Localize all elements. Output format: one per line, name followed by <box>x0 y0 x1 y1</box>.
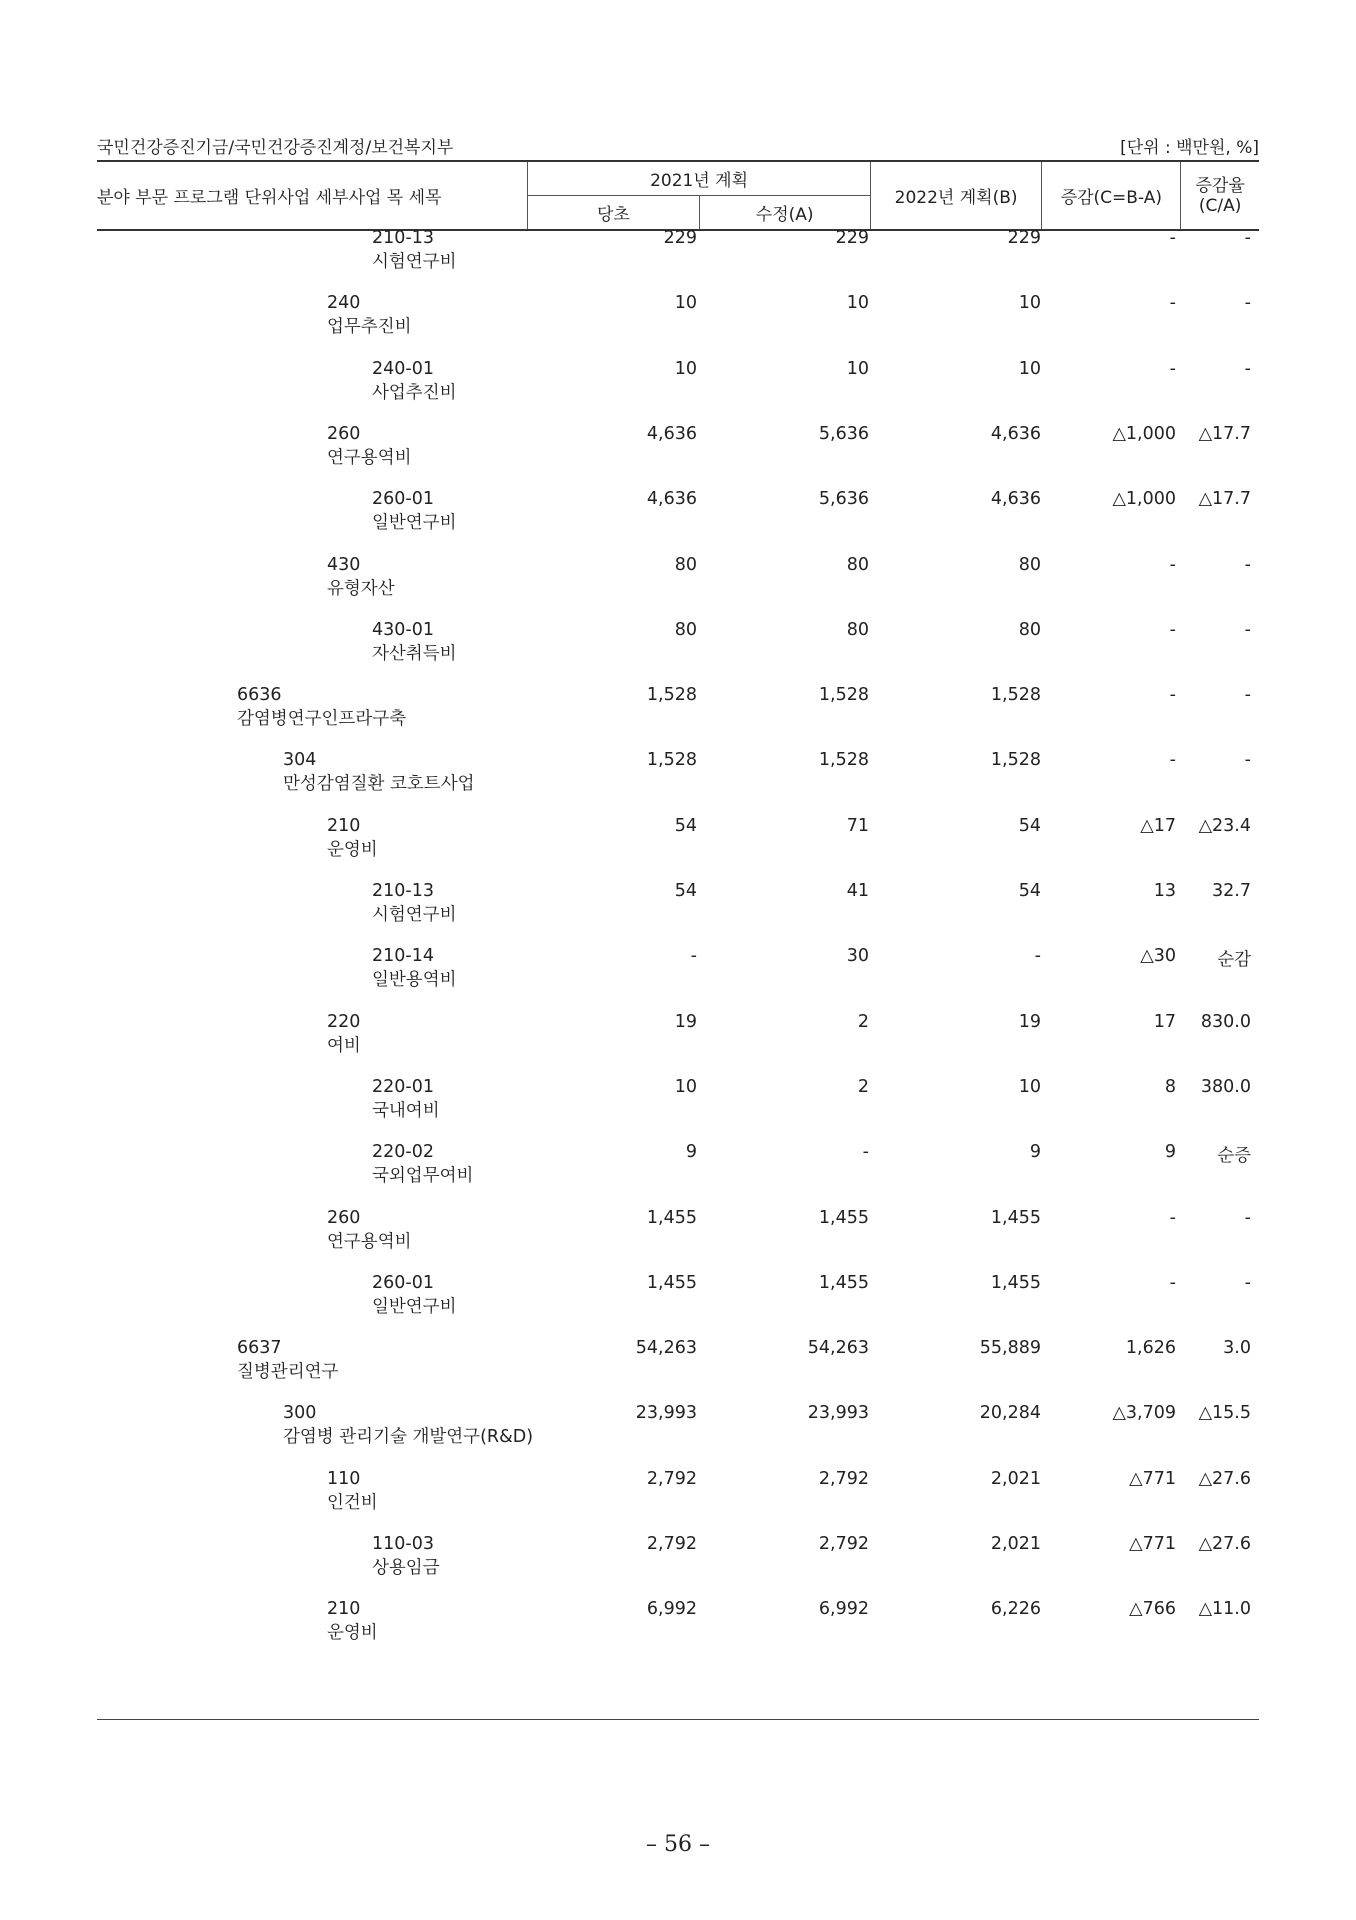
table-row <box>97 359 1259 424</box>
rate-value: 830.0 <box>1200 1011 1251 1032</box>
item-name: 일반연구비 <box>372 513 457 534</box>
revised-value: 10 <box>846 293 869 314</box>
initial-value: 1,455 <box>646 1272 697 1293</box>
diff-value: - <box>1169 1207 1176 1228</box>
table-header <box>97 160 1259 231</box>
item-name: 국외업무여비 <box>372 1166 474 1187</box>
plan2022-value: 2,021 <box>990 1468 1041 1489</box>
item-code: 6636 <box>237 685 282 706</box>
table-row <box>97 750 1259 815</box>
initial-value: 10 <box>674 1076 697 1097</box>
table-row <box>97 424 1259 489</box>
plan2022-value: - <box>1034 946 1041 967</box>
item-name: 감염병연구인프라구축 <box>237 709 407 730</box>
table-row <box>97 1142 1259 1207</box>
item-code: 210-13 <box>372 881 434 901</box>
rate-value: - <box>1244 554 1251 575</box>
item-name: 질병관리연구 <box>237 1362 339 1383</box>
item-code: 304 <box>283 750 317 771</box>
plan2022-value: 54 <box>1018 815 1041 836</box>
plan2022-value: 4,636 <box>990 423 1041 444</box>
item-code: 430 <box>327 554 361 575</box>
page-number: – 56 – <box>646 1832 710 1857</box>
revised-value: 229 <box>835 228 869 248</box>
plan2022-value: 1,528 <box>990 750 1041 771</box>
table-caption <box>97 133 1259 158</box>
initial-value: 10 <box>674 293 697 314</box>
revised-value: 5,636 <box>818 489 869 510</box>
table-row <box>97 1273 1259 1338</box>
table-row <box>97 228 1259 293</box>
revised-value: 1,455 <box>818 1272 869 1293</box>
initial-value: 1,455 <box>646 1207 697 1228</box>
initial-value: 1,528 <box>646 685 697 706</box>
item-name: 감염병 관리기술 개발연구(R&D) <box>283 1427 534 1448</box>
diff-value: △771 <box>1129 1468 1176 1489</box>
diff-value: △1,000 <box>1112 423 1176 444</box>
table-row <box>97 555 1259 620</box>
initial-value: 54 <box>674 881 697 901</box>
item-name: 자산취득비 <box>372 643 457 664</box>
diff-value: △3,709 <box>1112 1403 1176 1424</box>
revised-value: 2,792 <box>818 1534 869 1554</box>
diff-value: - <box>1169 750 1176 771</box>
plan2022-value: 20,284 <box>979 1403 1041 1424</box>
item-name: 운영비 <box>327 1623 378 1644</box>
diff-value: - <box>1169 554 1176 575</box>
table-row <box>97 1403 1259 1468</box>
item-code: 6637 <box>237 1338 282 1359</box>
diff-value: - <box>1169 228 1176 248</box>
plan2022-value: 229 <box>1007 228 1041 248</box>
initial-value: 229 <box>663 228 697 248</box>
revised-value: 80 <box>846 554 869 575</box>
rate-value: - <box>1244 293 1251 314</box>
plan2022-value: 80 <box>1018 554 1041 575</box>
rate-value: △27.6 <box>1198 1468 1251 1489</box>
revised-value: 41 <box>846 881 869 901</box>
revised-value: 71 <box>846 815 869 836</box>
rate-value: - <box>1244 228 1251 248</box>
diff-value: 1,626 <box>1125 1338 1176 1359</box>
diff-value: - <box>1169 619 1176 640</box>
rate-value: △17.7 <box>1198 423 1251 444</box>
plan2022-value: 55,889 <box>979 1338 1041 1359</box>
initial-value: 23,993 <box>635 1403 697 1424</box>
item-code: 220-02 <box>372 1142 434 1163</box>
diff-value: 9 <box>1164 1142 1176 1163</box>
item-name: 여비 <box>327 1035 361 1056</box>
item-name: 연구용역비 <box>327 447 412 468</box>
diff-value: △30 <box>1140 946 1176 967</box>
revised-value: - <box>862 1142 869 1163</box>
item-name: 일반연구비 <box>372 1296 457 1317</box>
rate-value: - <box>1244 685 1251 706</box>
column-initial: 당초 <box>528 196 699 231</box>
plan2022-value: 10 <box>1018 293 1041 314</box>
initial-value: - <box>690 946 697 967</box>
plan2022-value: 1,455 <box>990 1207 1041 1228</box>
column-field: 분야 부문 프로그램 단위사업 세부사업 목 세목 <box>97 161 528 230</box>
table-row <box>97 881 1259 946</box>
table-row <box>97 1599 1259 1664</box>
item-name: 상용임금 <box>372 1558 440 1578</box>
bottom-divider <box>97 1719 1259 1720</box>
item-code: 430-01 <box>372 619 434 640</box>
rate-value: △15.5 <box>1198 1403 1251 1424</box>
item-code: 110 <box>327 1468 361 1489</box>
revised-value: 54,263 <box>807 1338 869 1359</box>
initial-value: 80 <box>674 554 697 575</box>
table-row <box>97 946 1259 1011</box>
table-row <box>97 1208 1259 1273</box>
table-row <box>97 1077 1259 1142</box>
initial-value: 54,263 <box>635 1338 697 1359</box>
rate-value: 380.0 <box>1200 1076 1251 1097</box>
item-code: 300 <box>283 1403 317 1424</box>
item-code: 110-03 <box>372 1534 434 1554</box>
initial-value: 80 <box>674 619 697 640</box>
revised-value: 1,455 <box>818 1207 869 1228</box>
diff-value: 13 <box>1153 881 1176 901</box>
initial-value: 1,528 <box>646 750 697 771</box>
diff-value: - <box>1169 293 1176 314</box>
table-row <box>97 1469 1259 1534</box>
rate-value: - <box>1244 358 1251 379</box>
table-row <box>97 620 1259 685</box>
revised-value: 10 <box>846 358 869 379</box>
plan2022-value: 9 <box>1029 1142 1041 1163</box>
diff-value: 8 <box>1164 1076 1176 1097</box>
column-diff <box>1042 161 1181 230</box>
revised-value: 80 <box>846 619 869 640</box>
table-row <box>97 685 1259 750</box>
budget-account-title: 국민건강증진기금/국민건강증진계정/보건복지부 <box>97 138 454 158</box>
initial-value: 10 <box>674 358 697 379</box>
rate-value: △11.0 <box>1198 1599 1251 1620</box>
document-page <box>97 0 1259 1920</box>
plan2022-value: 6,226 <box>990 1599 1041 1620</box>
rate-value: - <box>1244 1207 1251 1228</box>
rate-value: 3.0 <box>1223 1338 1251 1359</box>
initial-value: 4,636 <box>646 423 697 444</box>
item-code: 260-01 <box>372 1272 434 1293</box>
item-code: 240-01 <box>372 358 434 379</box>
item-code: 260 <box>327 1207 361 1228</box>
diff-value: △771 <box>1129 1534 1176 1554</box>
rate-value: △23.4 <box>1198 815 1251 836</box>
diff-value: 17 <box>1153 1011 1176 1032</box>
item-name: 시험연구비 <box>372 252 457 272</box>
revised-value: 23,993 <box>807 1403 869 1424</box>
plan2022-value: 19 <box>1018 1011 1041 1032</box>
item-code: 210 <box>327 1599 361 1620</box>
diff-value: - <box>1169 685 1176 706</box>
column-plan2021: 2021년 계획 <box>528 161 871 196</box>
rate-value: - <box>1244 1272 1251 1293</box>
revised-value: 1,528 <box>818 750 869 771</box>
plan2022-value: 1,528 <box>990 685 1041 706</box>
initial-value: 2,792 <box>646 1468 697 1489</box>
plan2022-value: 2,021 <box>990 1534 1041 1554</box>
table-row <box>97 293 1259 358</box>
plan2022-value: 10 <box>1018 1076 1041 1097</box>
plan2022-value: 54 <box>1018 881 1041 901</box>
item-code: 220-01 <box>372 1076 434 1097</box>
initial-value: 54 <box>674 815 697 836</box>
item-code: 210-14 <box>372 946 434 967</box>
item-name: 업무추진비 <box>327 317 412 338</box>
revised-value: 1,528 <box>818 685 869 706</box>
rate-value: 순감 <box>1217 950 1251 971</box>
item-name: 일반용역비 <box>372 970 457 991</box>
item-code: 220 <box>327 1011 361 1032</box>
table-row <box>97 1338 1259 1403</box>
diff-value: - <box>1169 358 1176 379</box>
item-name: 운영비 <box>327 839 378 860</box>
item-code: 260-01 <box>372 489 434 510</box>
initial-value: 6,992 <box>646 1599 697 1620</box>
item-name: 인건비 <box>327 1492 378 1513</box>
item-name: 국내여비 <box>372 1100 440 1121</box>
diff-value: △17 <box>1140 815 1176 836</box>
revised-value: 6,992 <box>818 1599 869 1620</box>
column-rate-line2: (C/A) <box>1198 195 1242 216</box>
column-rate <box>1181 161 1259 230</box>
item-code: 240 <box>327 293 361 314</box>
unit-label: [단위 : 백만원, %] <box>1120 138 1259 158</box>
table-row <box>97 1534 1259 1599</box>
diff-value: △1,000 <box>1112 489 1176 510</box>
item-code: 260 <box>327 423 361 444</box>
column-revised: 수정(A) <box>699 196 870 231</box>
column-rate-line1: 증감율 <box>1195 175 1245 196</box>
rate-value: - <box>1244 619 1251 640</box>
plan2022-value: 10 <box>1018 358 1041 379</box>
item-name: 연구용역비 <box>327 1231 412 1252</box>
table-row <box>97 489 1259 554</box>
rate-value: - <box>1244 750 1251 771</box>
item-name: 시험연구비 <box>372 905 457 925</box>
plan2022-value: 1,455 <box>990 1272 1041 1293</box>
item-code: 210-13 <box>372 228 434 248</box>
plan2022-value: 80 <box>1018 619 1041 640</box>
item-name: 만성감염질환 코호트사업 <box>283 774 475 795</box>
item-name: 사업추진비 <box>372 382 457 403</box>
revised-value: 2,792 <box>818 1468 869 1489</box>
rate-value: 32.7 <box>1212 881 1251 901</box>
initial-value: 9 <box>685 1142 697 1163</box>
table-row <box>97 1012 1259 1077</box>
revised-value: 5,636 <box>818 423 869 444</box>
table-row <box>97 816 1259 881</box>
column-plan2022: 2022년 계획(B) <box>870 161 1042 230</box>
revised-value: 2 <box>857 1011 869 1032</box>
initial-value: 2,792 <box>646 1534 697 1554</box>
rate-value: 순증 <box>1217 1146 1251 1167</box>
item-code: 210 <box>327 815 361 836</box>
revised-value: 2 <box>857 1076 869 1097</box>
item-name: 유형자산 <box>327 578 395 599</box>
diff-value: - <box>1169 1272 1176 1293</box>
diff-value: △766 <box>1129 1599 1176 1620</box>
initial-value: 4,636 <box>646 489 697 510</box>
plan2022-value: 4,636 <box>990 489 1041 510</box>
rate-value: △27.6 <box>1198 1534 1251 1554</box>
rate-value: △17.7 <box>1198 489 1251 510</box>
column-diff-label: 증감(C=B-A) <box>1060 188 1162 208</box>
revised-value: 30 <box>846 946 869 967</box>
initial-value: 19 <box>674 1011 697 1032</box>
